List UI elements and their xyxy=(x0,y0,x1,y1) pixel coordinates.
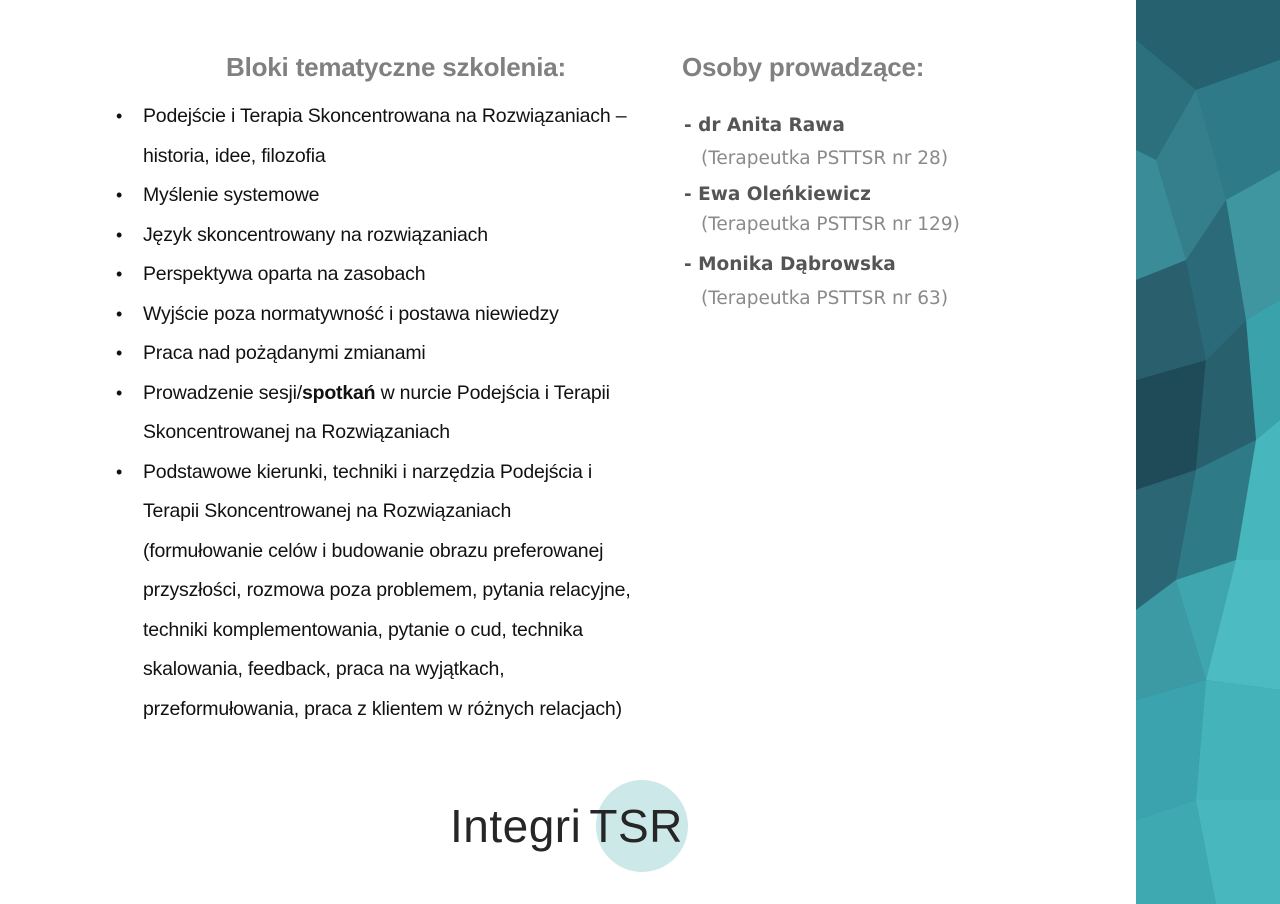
list-item xyxy=(112,374,652,453)
list-item-text: Terapii Skoncentrowanej na Rozwiązaniach xyxy=(143,500,512,522)
list-item xyxy=(112,97,652,176)
trainer-role: (Terapeutka PSTTSR nr 28) xyxy=(701,148,949,169)
list-item-text: skalowania, feedback, praca na wyjątkach, xyxy=(143,658,505,680)
list-item-bold-text: spotkań xyxy=(301,381,376,404)
list-item-text: w nurcie Podejścia i Terapii xyxy=(375,381,610,404)
list-item-text: techniki komplementowania, pytanie o cud, technika xyxy=(143,618,583,641)
bullet-icon: • xyxy=(116,185,123,205)
bullet-icon: • xyxy=(116,303,123,324)
trainer-name: - dr Anita Rawa xyxy=(684,115,845,136)
trainer-role: (Terapeutka PSTTSR nr 129) xyxy=(701,214,960,235)
trainer-name: - Monika Dąbrowska xyxy=(684,254,896,275)
list-item-text: Podstawowe kierunki, techniki i narzędzia Podejścia i xyxy=(143,460,592,483)
list-item-text: Myślenie systemowe xyxy=(143,184,320,206)
list-item xyxy=(112,176,652,216)
topics-heading: Bloki tematyczne szkolenia: xyxy=(226,52,566,82)
integritsr-logo xyxy=(450,780,700,872)
trainers-section xyxy=(682,52,1112,309)
list-item-text: Skoncentrowanej na Rozwiązaniach xyxy=(143,421,450,443)
decorative-lowpoly-band xyxy=(1136,0,1280,904)
list-item xyxy=(112,295,652,335)
list-item-text: Wyjście poza normatywność i postawa niewiedzy xyxy=(143,302,559,325)
list-item xyxy=(112,453,652,730)
list-item-text: Podejście i Terapia Skoncentrowana na Rozwiązaniach – xyxy=(143,105,627,127)
list-item-text: Prowadzenie sesji/ xyxy=(143,381,302,404)
list-item xyxy=(112,334,652,374)
bullet-icon: • xyxy=(116,382,123,403)
list-item xyxy=(112,216,652,256)
logo-text-part2: TSR xyxy=(589,800,683,852)
list-item xyxy=(112,255,652,295)
list-item-text: (formułowanie celów i budowanie obrazu preferowanej xyxy=(143,539,604,562)
training-topics-section xyxy=(112,52,652,729)
bullet-icon: • xyxy=(116,461,123,482)
logo-text xyxy=(450,796,683,856)
list-item-text: przyszłości, rozmowa poza problemem, pytania relacyjne, xyxy=(143,579,631,601)
trainer-name: - Ewa Oleńkiewicz xyxy=(684,184,871,205)
trainer-role: (Terapeutka PSTTSR nr 63) xyxy=(701,288,949,309)
list-item-text: historia, idee, filozofia xyxy=(143,144,326,167)
trainers-heading: Osoby prowadzące: xyxy=(682,52,925,82)
list-item-text: Perspektywa oparta na zasobach xyxy=(143,263,426,285)
logo-text-part1: Integri xyxy=(450,800,582,852)
bullet-icon: • xyxy=(116,224,123,245)
bullet-icon: • xyxy=(116,343,123,363)
list-item-text: Język skoncentrowany na rozwiązaniach xyxy=(143,223,488,246)
topics-list xyxy=(112,97,652,729)
list-item-text: Praca nad pożądanymi zmianami xyxy=(143,342,426,364)
list-item-text: przeformułowania, praca z klientem w różnych relacjach) xyxy=(143,697,622,720)
bullet-icon: • xyxy=(116,106,123,126)
bullet-icon: • xyxy=(116,264,123,284)
